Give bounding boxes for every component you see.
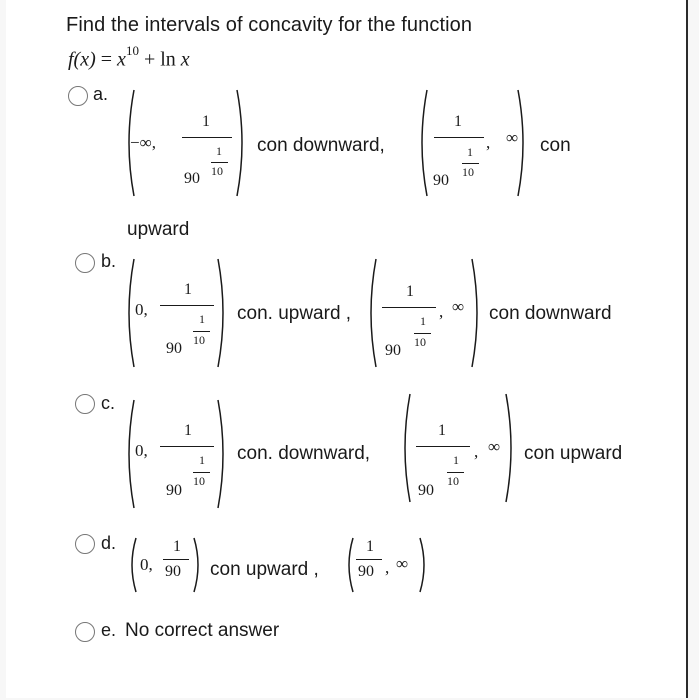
option-c-radio[interactable] (75, 394, 95, 414)
fraction-bar (182, 137, 232, 138)
frac-numerator: 1 (366, 538, 374, 555)
option-b-letter: b. (101, 251, 117, 271)
option-b-radio[interactable] (75, 253, 95, 273)
option-a-text-3: upward (127, 219, 190, 240)
exp-bar (462, 163, 479, 164)
ln-variable: x (180, 48, 190, 71)
option-e-text: No correct answer (125, 620, 280, 641)
fraction-bar (356, 559, 382, 560)
function-lhs: f(x) (68, 48, 96, 71)
function-base: x (117, 48, 126, 71)
infinity-symbol: ∞ (452, 297, 465, 316)
left-paren-icon (126, 536, 140, 594)
equals-sign: = (100, 48, 113, 71)
exp-numerator: 1 (199, 312, 205, 326)
infinity-symbol: ∞ (506, 128, 519, 147)
exp-numerator: 1 (453, 453, 459, 467)
frac-base: 90 (166, 482, 182, 499)
exp-denominator: 10 (462, 165, 474, 179)
fraction-bar (160, 446, 214, 447)
comma: , (439, 302, 444, 321)
exp-bar (447, 472, 464, 473)
exp-bar (193, 331, 210, 332)
infinity-symbol: ∞ (488, 437, 501, 456)
right-paren-icon (416, 536, 430, 594)
comma: , (474, 442, 479, 461)
right-paren-icon (233, 88, 249, 198)
option-c-letter: c. (101, 393, 116, 413)
frac-numerator: 1 (202, 113, 210, 130)
option-a-text-1: con downward, (257, 135, 385, 156)
exp-numerator: 1 (216, 144, 222, 158)
option-e-radio[interactable] (75, 622, 95, 642)
question-page (6, 0, 688, 698)
zero-start: 0, (140, 555, 153, 574)
frac-base: 90 (166, 340, 182, 357)
zero-start: 0, (135, 441, 148, 460)
frac-numerator: 1 (406, 283, 414, 300)
right-paren-icon (502, 392, 518, 504)
option-e-letter: e. (101, 620, 117, 640)
option-b-text-1: con. upward , (237, 303, 352, 324)
left-paren-icon (364, 257, 380, 369)
exp-bar (414, 333, 431, 334)
option-a-letter: a. (93, 84, 109, 104)
right-paren-icon (514, 88, 530, 198)
exp-denominator: 10 (193, 474, 205, 488)
exp-denominator: 10 (211, 164, 223, 178)
frac-numerator: 1 (173, 538, 181, 555)
frac-base: 90 (433, 172, 449, 189)
right-paren-icon (214, 398, 230, 510)
frac-numerator: 1 (184, 422, 192, 439)
option-a-radio[interactable] (68, 86, 88, 106)
fraction-bar (382, 307, 436, 308)
option-a-text-2: con (540, 135, 571, 156)
fraction-bar (163, 559, 189, 560)
infinity-symbol: ∞ (396, 554, 409, 573)
exp-denominator: 10 (447, 474, 459, 488)
exp-numerator: 1 (467, 145, 473, 159)
right-paren-icon (468, 257, 484, 369)
zero-start: 0, (135, 300, 148, 319)
frac-base: 90 (385, 342, 401, 359)
frac-numerator: 1 (438, 422, 446, 439)
frac-denominator: 90 (165, 563, 181, 580)
frac-base: 90 (418, 482, 434, 499)
exp-bar (193, 472, 210, 473)
option-c-text-2: con upward (524, 443, 623, 464)
left-paren-icon (415, 88, 431, 198)
frac-numerator: 1 (184, 281, 192, 298)
exp-denominator: 10 (414, 335, 426, 349)
frac-denominator: 90 (358, 563, 374, 580)
function-expression (68, 43, 190, 72)
frac-base: 90 (184, 170, 200, 187)
option-d-radio[interactable] (75, 534, 95, 554)
function-exponent: 10 (125, 43, 139, 58)
question-text: Find the intervals of concavity for the function (66, 14, 473, 36)
exp-bar (211, 162, 228, 163)
neg-infinity: −∞, (130, 133, 156, 152)
option-b-text-2: con downward (489, 303, 612, 324)
comma: , (385, 558, 390, 577)
frac-numerator: 1 (454, 113, 462, 130)
comma: , (486, 133, 491, 152)
option-c-text-1: con. downward, (237, 443, 371, 464)
ln-label: ln (160, 48, 176, 71)
option-d-text-1: con upward , (210, 559, 319, 580)
right-paren-icon (190, 536, 204, 594)
option-d-letter: d. (101, 533, 117, 553)
fraction-bar (160, 305, 214, 306)
exp-numerator: 1 (199, 453, 205, 467)
fraction-bar (416, 446, 470, 447)
left-paren-icon (343, 536, 357, 594)
left-paren-icon (398, 392, 414, 504)
fraction-bar (434, 137, 484, 138)
right-paren-icon (214, 257, 230, 369)
plus-sign: + (143, 48, 156, 71)
exp-numerator: 1 (420, 314, 426, 328)
exp-denominator: 10 (193, 333, 205, 347)
